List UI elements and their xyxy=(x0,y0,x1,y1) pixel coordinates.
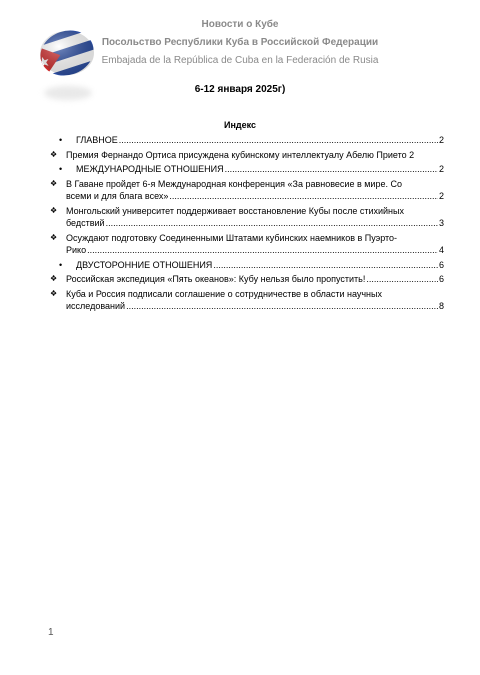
toc-leader xyxy=(87,244,438,257)
toc-leader xyxy=(366,273,438,286)
toc-entry-title: Премия Фернандо Ортиса присуждена кубинскому интеллектуалу Абелю Прието xyxy=(66,149,407,160)
toc-page-number: 6 xyxy=(438,274,444,284)
toc-item-ortiz-prize[interactable] xyxy=(50,149,444,162)
diamond-bullet-icon: ❖ xyxy=(50,205,58,215)
toc-entry-title: МЕЖДУНАРОДНЫЕ ОТНОШЕНИЯ xyxy=(76,164,224,174)
index-heading: Индекс xyxy=(223,120,256,130)
toc-entry-title-line2: всеми и для блага всех» xyxy=(66,191,169,201)
toc-item-five-oceans[interactable] xyxy=(50,273,444,286)
bullet-icon: • xyxy=(59,135,63,145)
header-embassy-ru: Посольство Республики Куба в Российской Федерации xyxy=(101,37,379,48)
date-range: 6-12 января 2025г) xyxy=(194,84,286,95)
toc-entry-title: ГЛАВНОЕ xyxy=(76,135,118,145)
toc-entry-title-line2: исследований xyxy=(66,301,126,311)
toc-page-number: 2 xyxy=(438,135,444,145)
toc-entry-title-line1: Куба и Россия подписали соглашение о сотрудничестве в области научных xyxy=(66,288,382,299)
toc-leader xyxy=(225,163,438,176)
toc-page-number: 4 xyxy=(438,245,444,255)
page-number: 1 xyxy=(48,627,54,638)
table-of-contents xyxy=(50,134,444,315)
toc-item-havana-conference[interactable] xyxy=(50,178,444,203)
toc-leader xyxy=(119,134,438,147)
toc-page-number: 6 xyxy=(438,259,444,270)
toc-leader xyxy=(169,190,438,203)
diamond-bullet-icon: ❖ xyxy=(50,274,58,283)
header-embassy-es: Embajada de la República de Cuba en la Federación de Rusia xyxy=(101,55,379,66)
toc-page-number: 3 xyxy=(438,218,444,228)
toc-entry-title-line2: бедствий xyxy=(66,218,105,228)
toc-section-bilateral[interactable] xyxy=(50,259,444,272)
toc-item-puerto-rico[interactable] xyxy=(50,232,444,257)
toc-page-number: 8 xyxy=(438,301,444,311)
toc-section-international[interactable] xyxy=(50,163,444,176)
document-header xyxy=(0,16,480,70)
toc-entry-title-line1: Монгольский университет поддерживает восстановление Кубы после стихийных xyxy=(66,205,404,216)
toc-section-main[interactable] xyxy=(50,134,444,147)
toc-entry-title-line1: Осуждают подготовку Соединенными Штатами кубинских наемников в Пуэрто- xyxy=(66,232,398,243)
diamond-bullet-icon: ❖ xyxy=(50,178,58,188)
bullet-icon: • xyxy=(59,259,63,270)
toc-item-mongolian-university[interactable] xyxy=(50,205,444,230)
toc-leader xyxy=(106,217,438,230)
diamond-bullet-icon: ❖ xyxy=(50,232,58,242)
toc-page-number: 2 xyxy=(438,191,444,201)
toc-page-number: 2 xyxy=(409,149,415,160)
toc-item-science-agreement[interactable] xyxy=(50,288,444,313)
toc-entry-title: ДВУСТОРОННИЕ ОТНОШЕНИЯ xyxy=(76,259,213,270)
bullet-icon: • xyxy=(59,164,63,174)
header-title: Новости о Кубе xyxy=(201,19,279,30)
toc-leader xyxy=(213,259,438,272)
toc-entry-title-line1: В Гаване пройдет 6-я Международная конференция «За равновесие в мире. Со xyxy=(66,178,402,189)
diamond-bullet-icon: ❖ xyxy=(50,149,58,159)
toc-page-number: 2 xyxy=(438,164,444,174)
toc-entry-title: Российская экспедиция «Пять океанов»: Кубу нельзя было пропустить! xyxy=(66,274,366,284)
toc-leader xyxy=(126,300,438,313)
diamond-bullet-icon: ❖ xyxy=(50,288,58,298)
toc-entry-title-line2: Рико xyxy=(66,245,87,255)
